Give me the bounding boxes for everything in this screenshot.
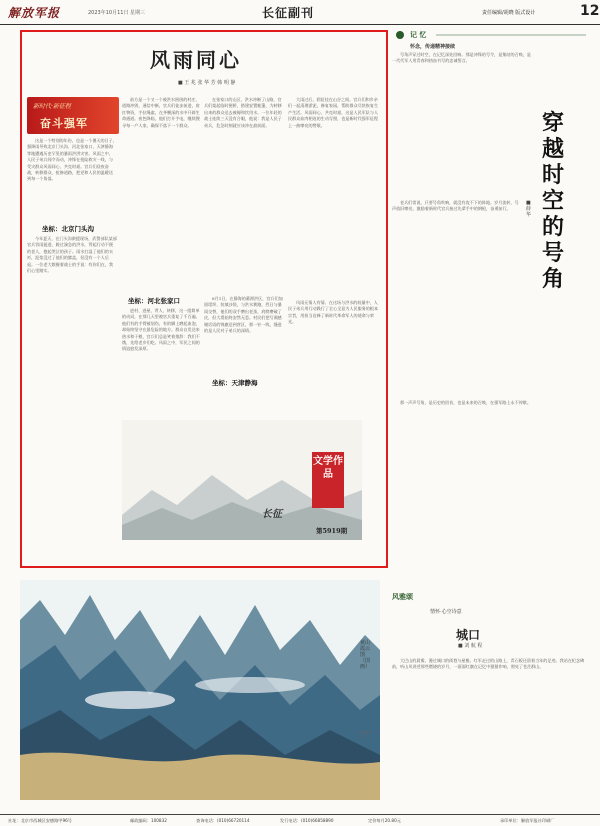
right-article-author: ■ 薛 华 xyxy=(526,200,532,218)
promo-tagline: 新时代·新征程 xyxy=(33,103,71,110)
page-footer xyxy=(0,814,600,826)
paragraph: 进村、进屋、背人、转移，这一组简单的动词，在那几天里被官兵重复了千百遍。他们有的手臂被划伤，有的脚上磨起血泡，却始终坚守在最危险的地方。群众自发送来热水和干粮，官兵们总是笑着推辞：我们不饿，先给老乡们吃。风雨之中，军民之间的情谊愈发深厚。 xyxy=(122,308,200,352)
paragraph: 风雨无情人有情。在这场与洪水的较量中，人民子弟兵用行动践行了全心全意为人民服务的根本宗旨，用担当诠释了新时代革命军人的使命与荣光。 xyxy=(288,300,379,325)
footer-phone: 查询电话：(010)66720114 xyxy=(196,818,250,823)
poem-author: ■ 刘 航 程 xyxy=(458,643,483,649)
subhead: 坐标：天津静海 xyxy=(212,379,258,387)
article-column xyxy=(392,200,522,390)
footer-postcode: 邮政编码：100832 xyxy=(130,818,167,823)
subhead: 坐标：北京门头沟 xyxy=(42,225,94,233)
literary-works-stamp: 文学作品 xyxy=(312,452,344,508)
article-column xyxy=(392,400,586,575)
footer-price: 定价每月20.80元 xyxy=(368,818,401,823)
article-column xyxy=(27,236,117,556)
article-column xyxy=(122,97,200,297)
poetry-section-label: 风雅颂 xyxy=(392,592,413,601)
article-column xyxy=(288,97,380,297)
memory-section-subtitle: 怀念，传递精神接续 xyxy=(410,44,456,50)
paragraph: 这是一个特别的年份，也是一个暑天的日子，强降雨导致北京门头沟、河北张家口、天津静海等地遭遇历史罕见的暴雨洪涝灾害。风雨之中，人民子弟兵闻令而动，冲锋在抢险救灾一线，与受灾群众风雨同心，共克时艰。官兵们昼夜奋战，转移群众，抢修道路，把党和人民的温暖送到每一个角落。 xyxy=(27,138,117,182)
article-column xyxy=(392,52,532,192)
issue-number: 第5919期 xyxy=(316,527,348,535)
feature-title: 风雨同心 xyxy=(150,48,242,72)
paragraph: 在张家口的山区，洪水冲断了山路，官兵们架起临时便桥，搭建安置帐篷，为转移出来的群众送去被褥和饮用水。一位年轻的战士连续三天没有合眼，他说：我是人民子弟兵，危急时刻就应该冲在最前面。 xyxy=(204,97,282,128)
poem-body xyxy=(392,658,586,808)
paragraph: 号角声穿过时空，在记忆深处回响。那是冲锋的号令，是集结的召唤，是一代代军人用青春和热血书写的忠诚誓言。 xyxy=(392,52,531,64)
section-title: 长征副刊 xyxy=(262,6,315,20)
memory-section-label: 记 忆 xyxy=(410,30,427,39)
right-article-title: 穿越时空的号角 xyxy=(542,110,565,292)
footer-distribution: 发行电话：(010)66858890 xyxy=(280,818,334,823)
landscape-painting xyxy=(20,580,380,800)
article-column xyxy=(204,296,284,374)
editors-line: 责任编辑/胡晓 版式设计 xyxy=(482,10,536,16)
issue-date: 2023年10月11日 星期三 xyxy=(88,10,146,16)
poetry-section-subtitle: 情怀·心空诗意 xyxy=(430,609,462,615)
paragraph: 那一声声号角，是历史的回音，也是未来的召唤，在强军路上永不停歇。 xyxy=(400,400,531,405)
footer-printer: 承印单位：解放军报社印刷厂 xyxy=(500,818,555,823)
poem-title: 城口 xyxy=(456,628,481,642)
paragraph: 老兵们常说，只要号角吹响，就没有攻不下的阵地。岁月流转，号声依旧嘹亮，激励着新时代官兵接过先辈手中的钢枪，奋勇前行。 xyxy=(392,200,519,212)
paragraph: 今年夏天，在门头沟救援现场，武警部队某部官兵冒雨挺进，蹚过湍急的洪水，背起行动不便的老人，抱起哭泣的孩子。雨水打湿了他们的衣衫，泥浆没过了他们的膝盖，但没有一个人后退。一位老大娘握着战士的手说：有你们在，我们心里踏实。 xyxy=(27,236,117,274)
page-number: 12 xyxy=(580,3,600,19)
paragraph: 前方是一个又一个被洪水围困的村庄，道路冲毁、通信中断，官兵们徒步前进，肩扛物资，手拉绳索，在齐腰深的水中开辟生命通道。夜色降临，他们打开手电，继续搜寻每一户人家，确保不落下一个群众。 xyxy=(122,97,200,128)
paragraph: 8月1日，在静海的蓄滞洪区，官兵们加固堤坝、装填沙袋，与洪水赛跑。烈日与暴雨交替，他们的双手磨出老茧，肩膀磨破了皮，但大堤始终安然无恙。村民们把写满感谢话语的锦旗送到营区，那一针一线，缝进的是人民对子弟兵的深情。 xyxy=(204,296,283,334)
calligraphy-signature: 长征 xyxy=(262,509,282,520)
article-column xyxy=(27,138,117,220)
promo-slogan: 奋斗强军 xyxy=(40,117,88,130)
paragraph: 大雨过后，彩虹挂在山谷之间。官兵们和乡亲们一起清理淤泥，修复家园，帮助群众尽快恢复生产生活。风雨同心，共克时艰，这是人民军队与人民群众血肉相连的生动写照，也是新时代强军征程上一曲嘹亮的赞歌。 xyxy=(288,97,379,128)
footer-address: 社址：北京市西城区安德路甲96号 xyxy=(8,818,72,823)
article-column xyxy=(204,97,284,293)
article-column xyxy=(122,308,200,416)
subhead: 坐标：河北张家口 xyxy=(128,297,180,305)
poem-text: 大巴山的晨雾，漫过城口的街巷与屋檐。红军走过的山路上，青石板还留着当年的足迹。我站在纪念碑前，听山风讲述那些燃烧的岁月，一面面红旗在记忆中猎猎作响，照亮了苍茫群山。 xyxy=(392,658,585,670)
newspaper-logo: 解放军报 xyxy=(8,6,61,20)
painting-credit: 谢晓东作 xyxy=(360,730,372,740)
article-column xyxy=(288,300,380,416)
painting-caption: 黄山霞云图（国画） xyxy=(360,640,371,670)
feature-byline: ■ 王 兆 张 华 芳 韩 明 静 xyxy=(178,80,236,86)
